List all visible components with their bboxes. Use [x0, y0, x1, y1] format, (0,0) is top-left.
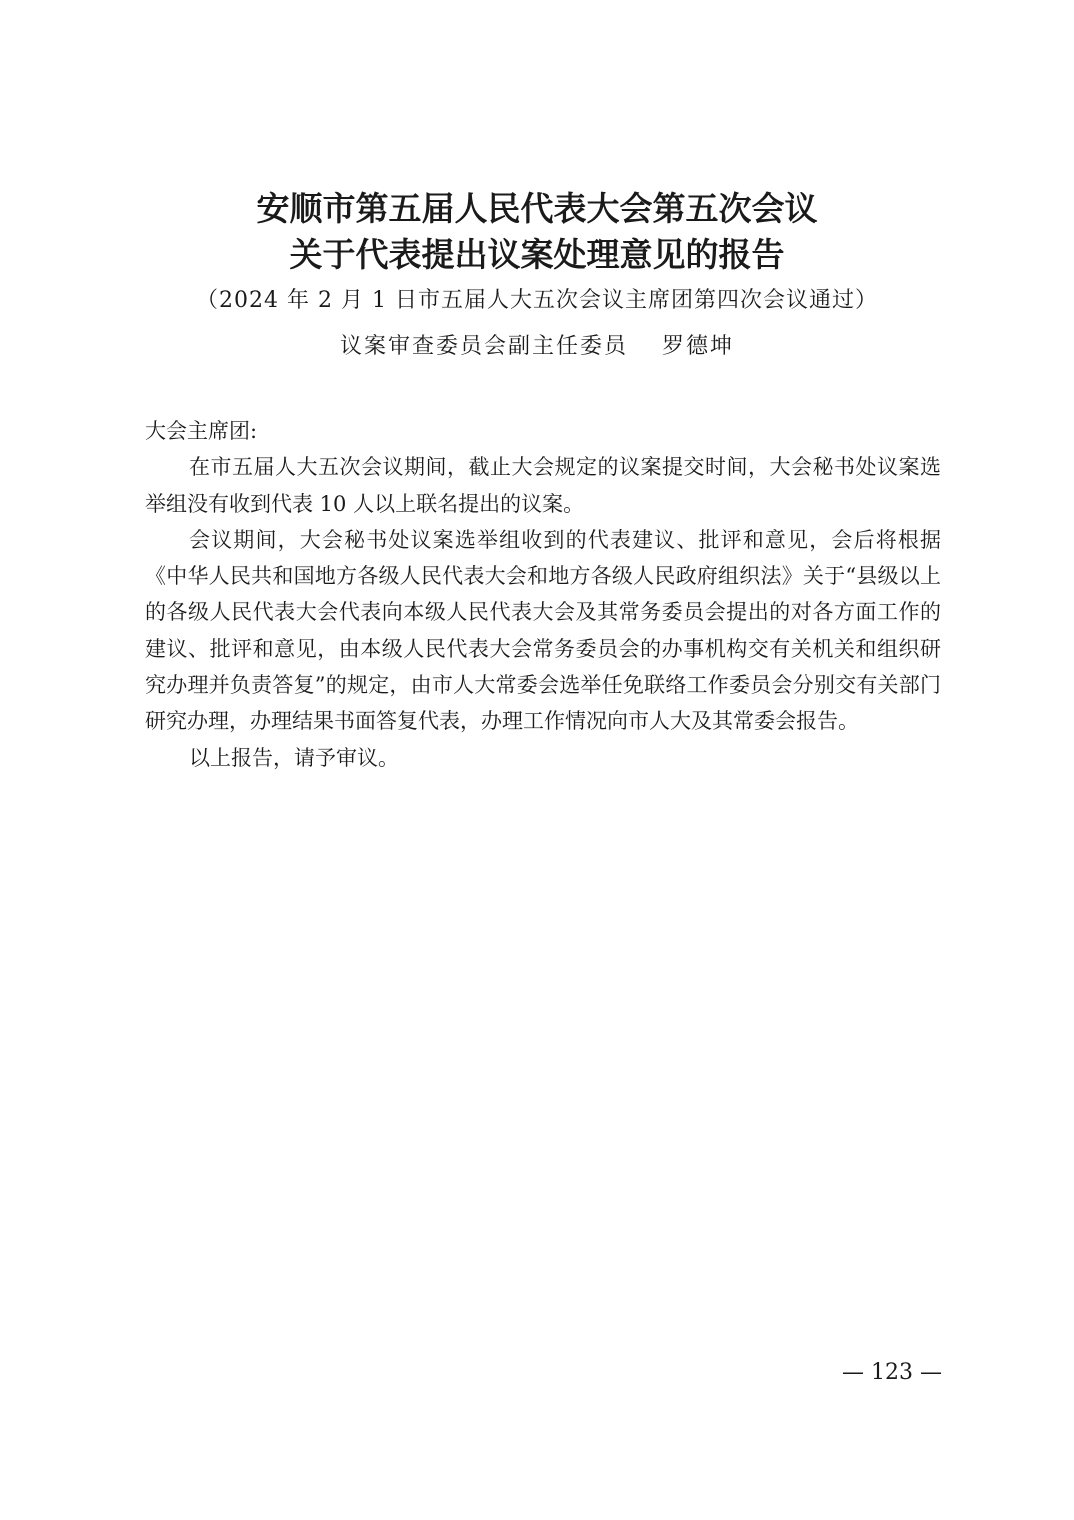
title-line-1: 安顺市第五届人民代表大会第五次会议 — [256, 189, 818, 228]
paragraph-2: 会议期间，大会秘书处议案选举组收到的代表建议、批评和意见，会后将根据《中华人民共和国地方各级人民代表大会和地方各级人民政府组织法》关于“县级以上的各级人民代表大会代表向本级人民代表大会及其常务委员会提出的对各方面工作的建议、批评和意见，由本级人民代表大会常务委员会的办事机构交有关机关和组织研究办理并负责答复”的规定，由市人大常委会选举任免联络工作委员会分别交有关部门研究办理，办理结果书面答复代表，办理工作情况向市人大及其常委会报告。 — [145, 527, 941, 734]
page-number: — 123 — — [842, 1360, 942, 1385]
reporter-line — [0, 329, 1074, 365]
reporter-role: 议案审查委员会副主任委员 — [339, 334, 628, 359]
paragraph-3: 以上报告，请予审议。 — [189, 745, 399, 770]
adoption-note: （2024 年 2 月 1 日市五届人大五次会议主席团第四次会议通过） — [196, 288, 878, 313]
title-line-2: 关于代表提出议案处理意见的报告 — [289, 235, 785, 274]
salutation: 大会主席团: — [145, 419, 258, 443]
document-title — [0, 186, 1074, 278]
paragraph-1: 在市五届人大五次会议期间，截止大会规定的议案提交时间，大会秘书处议案选举组没有收到代表 10 人以上联名提出的议案。 — [145, 455, 941, 516]
reporter-name: 罗德坤 — [662, 334, 735, 359]
document-body — [145, 413, 941, 776]
